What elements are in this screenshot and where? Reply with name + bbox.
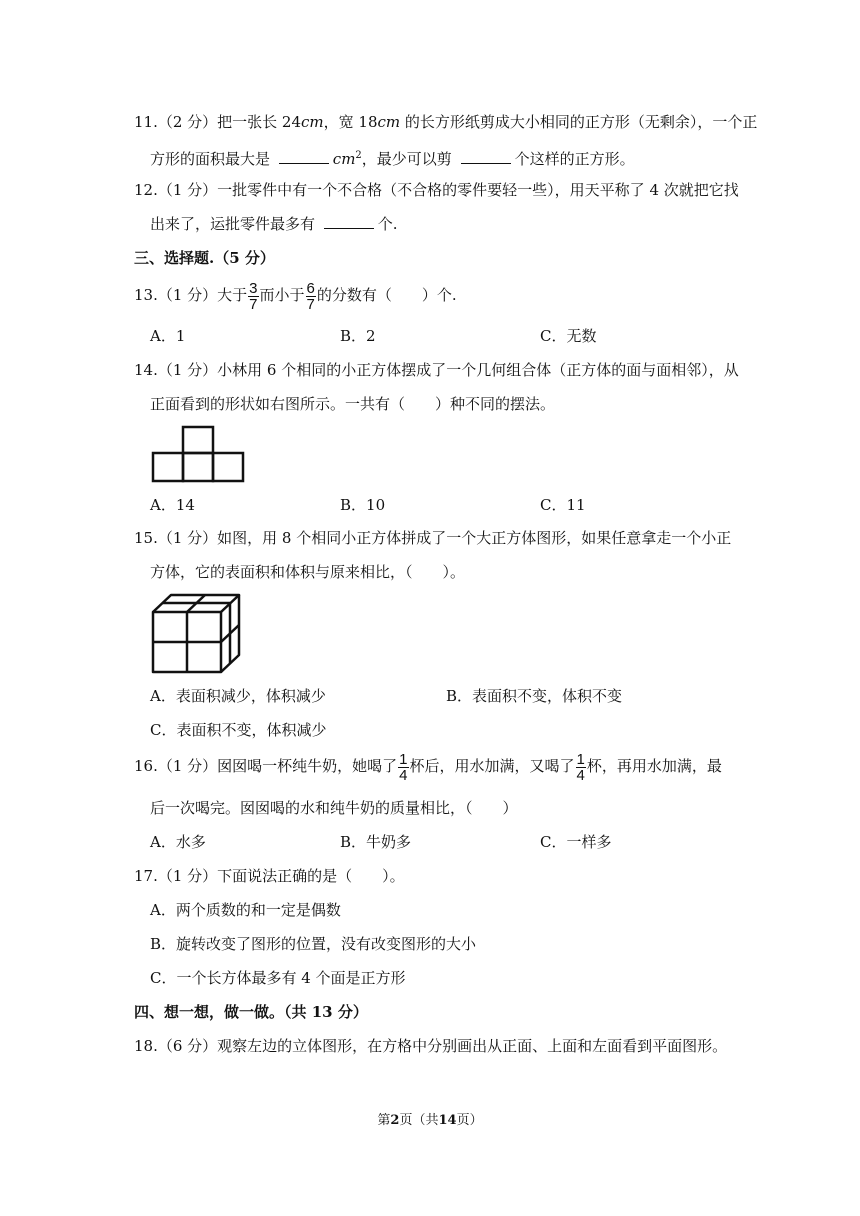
q11-line2: 方形的面积最大是 $cm^2$，最少可以剪 个这样的正方形。 bbox=[150, 150, 635, 168]
q16-option-c[interactable]: C．一样多 bbox=[540, 833, 612, 851]
q14-option-c[interactable]: C．11 bbox=[540, 496, 586, 514]
q12-line1: 12.（1 分）一批零件中有一个不合格（不合格的零件要轻一些），用天平称了 4 次就把它找 bbox=[134, 181, 739, 199]
answer-blank[interactable] bbox=[461, 149, 511, 164]
q13-option-a[interactable]: A．1 bbox=[150, 327, 186, 345]
answer-blank[interactable] bbox=[279, 149, 329, 164]
q17-option-c[interactable]: C．一个长方体最多有 4 个面是正方形 bbox=[150, 969, 406, 987]
q13-option-c[interactable]: C．无数 bbox=[540, 327, 597, 345]
q15-line1: 15.（1 分）如图，用 8 个相同小正方体拼成了一个大正方体图形，如果任意拿走一个小正 bbox=[134, 529, 732, 547]
q14-line2: 正面看到的形状如右图所示。一共有（ ）种不同的摆法。 bbox=[150, 395, 556, 413]
answer-blank[interactable] bbox=[324, 214, 374, 229]
q17-option-b[interactable]: B．旋转改变了图形的位置，没有改变图形的大小 bbox=[150, 935, 477, 953]
q16-line2: 后一次喝完。囡囡喝的水和纯牛奶的质量相比，（ ） bbox=[150, 799, 518, 817]
page-footer: 第2页（共14页） bbox=[377, 1113, 483, 1128]
section-heading-draw: 四、想一想，做一做。（共 13 分） bbox=[134, 1003, 368, 1021]
q13-stem: 13.（1 分）大于 $\frac{3}{7}$ 而小于 $\frac{6}{7}$ 的分数有（ ）个. bbox=[134, 279, 457, 313]
q13-option-b[interactable]: B．2 bbox=[340, 327, 376, 345]
cube-2x2x2-figure bbox=[150, 592, 242, 676]
fraction: $\frac{1}{4}$ bbox=[399, 750, 408, 784]
page-number: 2 bbox=[390, 1113, 400, 1128]
q14-option-b[interactable]: B．10 bbox=[340, 496, 386, 514]
fraction: $\frac{3}{7}$ bbox=[249, 279, 258, 313]
q17-line1: 17.（1 分）下面说法正确的是（ ）。 bbox=[134, 867, 405, 885]
q15-option-a[interactable]: A．表面积减少，体积减少 bbox=[150, 687, 326, 705]
q15-option-b[interactable]: B．表面积不变，体积不变 bbox=[446, 687, 623, 705]
q11-line1: 11.（2 分）把一张长 24cm，宽 18cm 的长方形纸剪成大小相同的正方形（无剩余），一个正 bbox=[134, 113, 758, 131]
total-pages: 14 bbox=[438, 1113, 457, 1128]
q15-option-c[interactable]: C．表面积不变，体积减少 bbox=[150, 721, 327, 739]
q16-option-b[interactable]: B．牛奶多 bbox=[340, 833, 412, 851]
q12-line2: 出来了，运批零件最多有 个. bbox=[150, 215, 398, 233]
q18-line1: 18.（6 分）观察左边的立体图形，在方格中分别画出从正面、上面和左面看到平面图形。 bbox=[134, 1037, 728, 1055]
q17-option-a[interactable]: A．两个质数的和一定是偶数 bbox=[150, 901, 341, 919]
q16-line1: 16.（1 分）囡囡喝一杯纯牛奶，她喝了 $\frac{1}{4}$ 杯后，用水加满，又喝了 $\frac{1}{4}$ 杯，再用水加满，最 bbox=[134, 750, 722, 784]
q14-option-a[interactable]: A．14 bbox=[150, 496, 195, 514]
front-view-figure bbox=[150, 424, 248, 484]
q14-line1: 14.（1 分）小林用 6 个相同的小正方体摆成了一个几何组合体（正方体的面与面相邻），从 bbox=[134, 361, 739, 379]
fraction: $\frac{1}{4}$ bbox=[576, 750, 585, 784]
q16-option-a[interactable]: A．水多 bbox=[150, 833, 206, 851]
q15-line2: 方体，它的表面积和体积与原来相比，（ ）。 bbox=[150, 563, 466, 581]
fraction: $\frac{6}{7}$ bbox=[306, 279, 315, 313]
section-heading-choice: 三、选择题.（5 分） bbox=[134, 249, 275, 267]
